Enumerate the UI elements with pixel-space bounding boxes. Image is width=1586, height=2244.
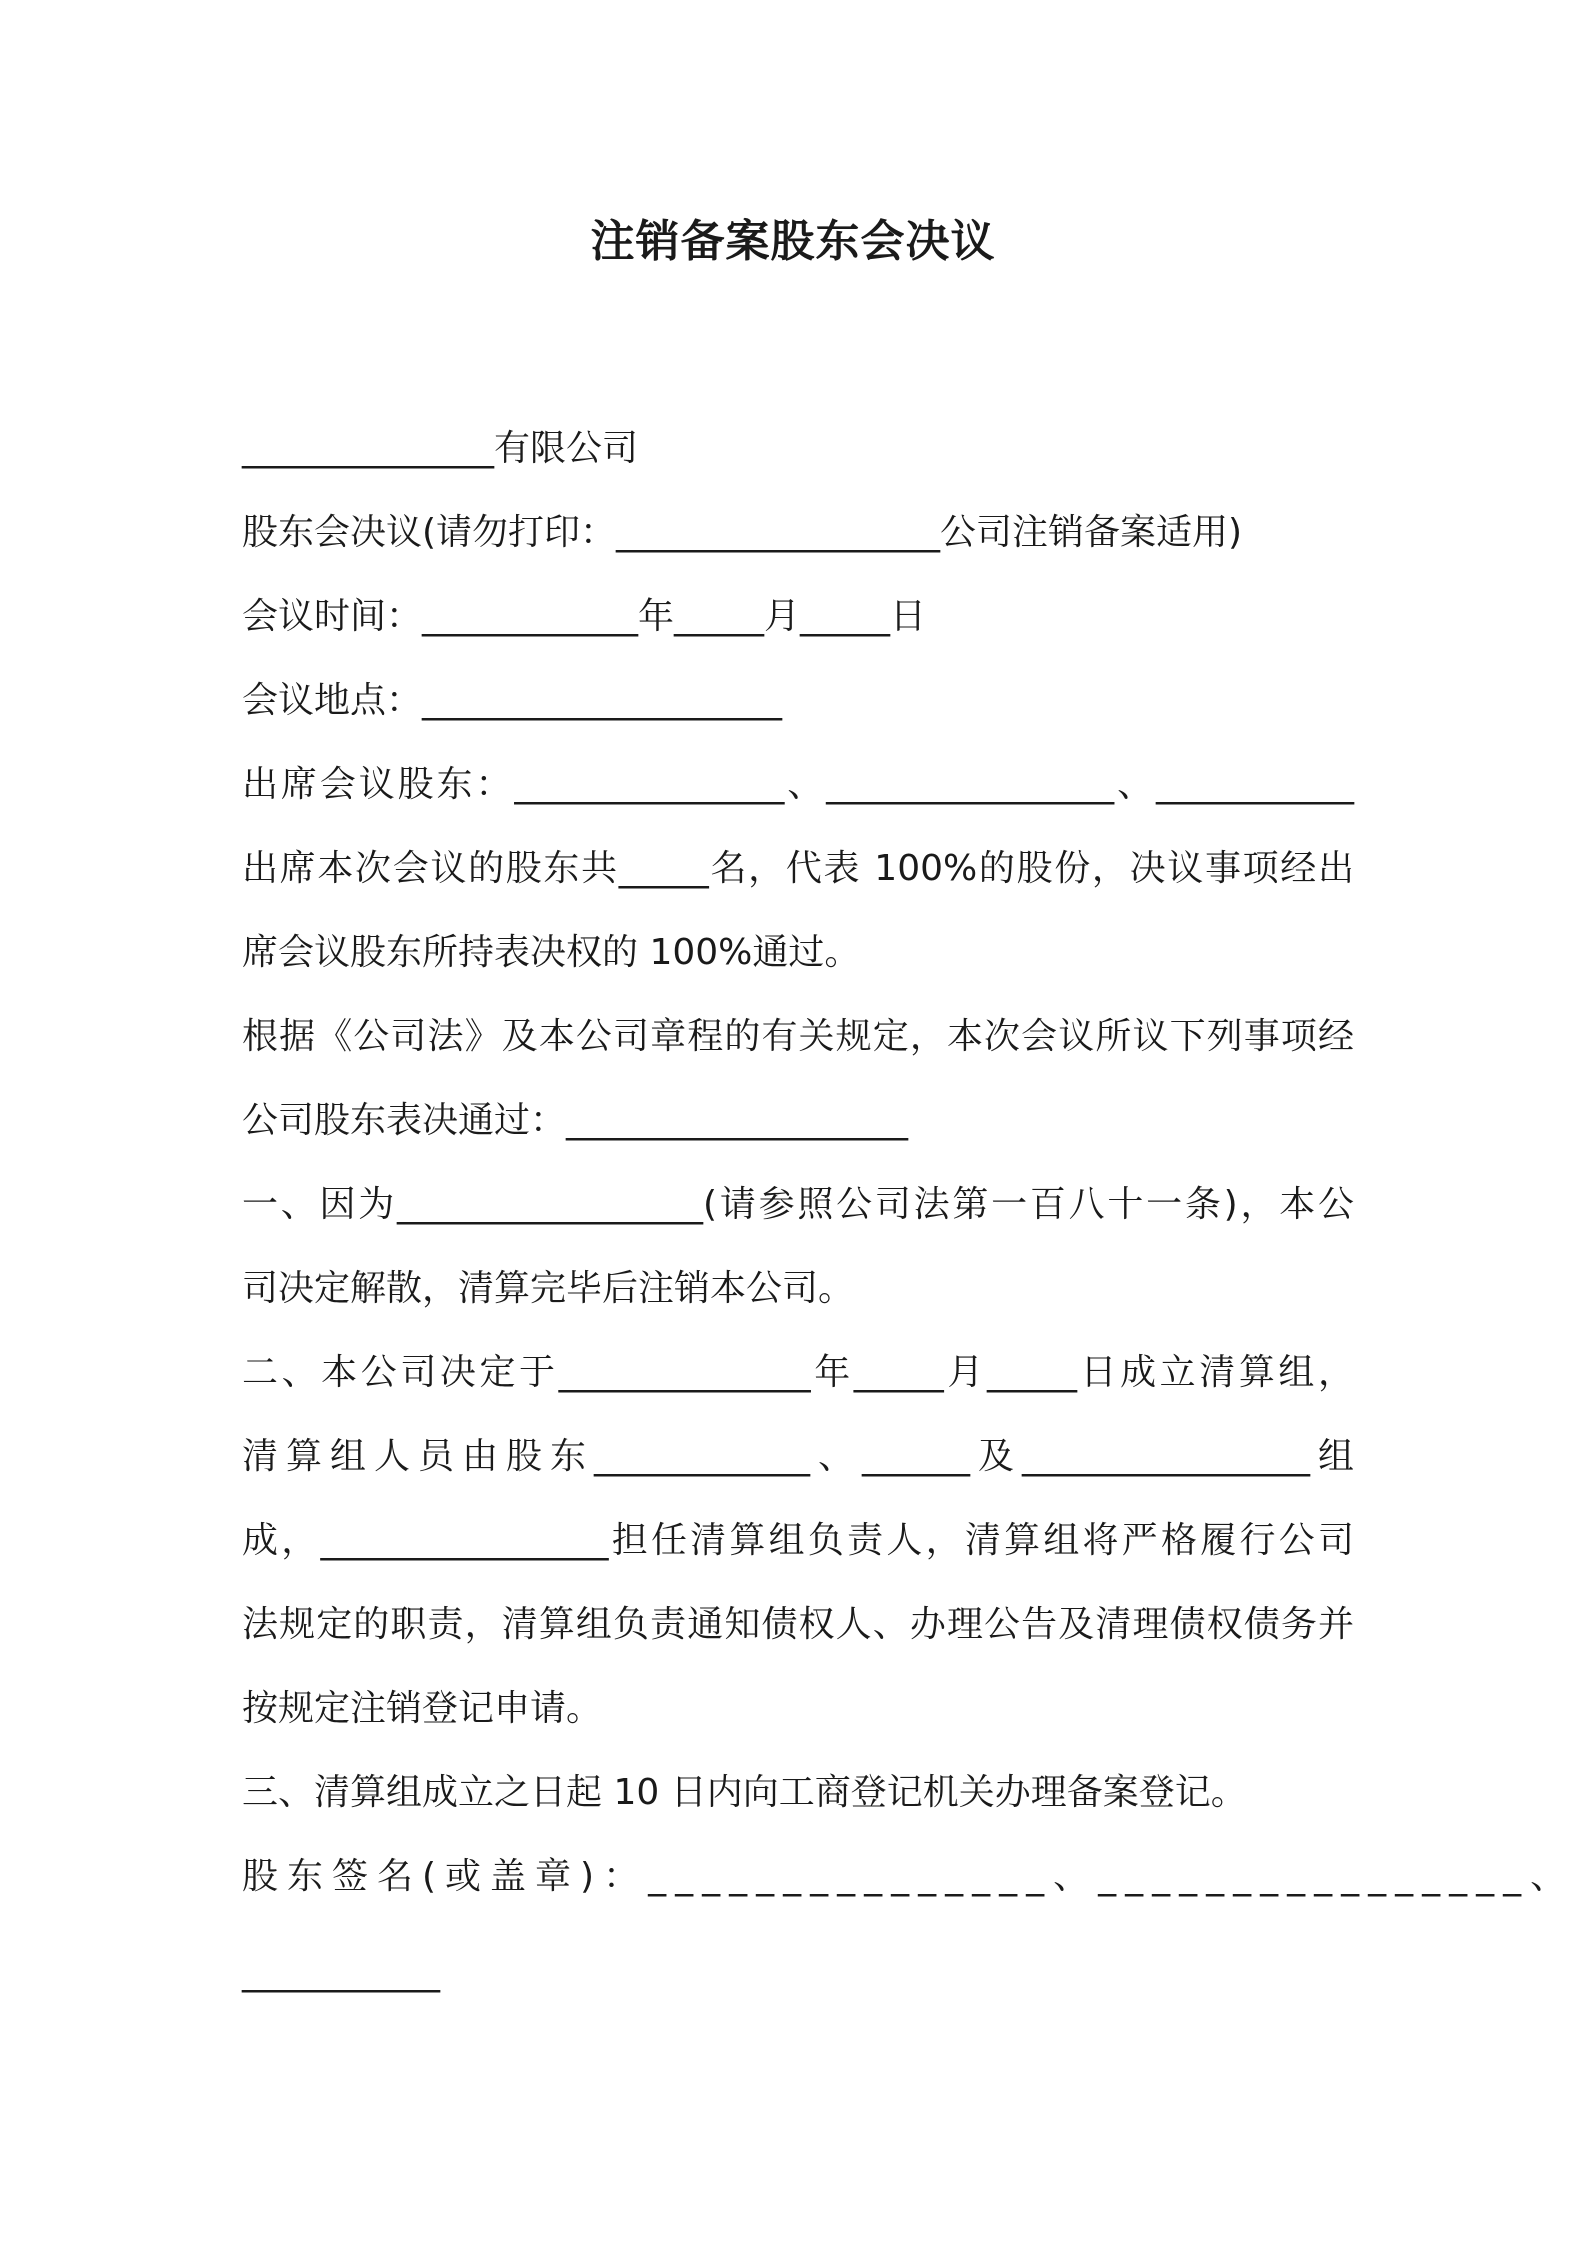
shareholder-signature-line: 股东签名(或盖章)：_______________、________________、 — [242, 1856, 1576, 1897]
company-name-line: ______________有限公司 — [242, 428, 639, 469]
item-one-line-2: 司决定解散，清算完毕后注销本公司。 — [242, 1268, 855, 1309]
item-two-line-2: 清算组人员由股东____________、______及________________组 — [242, 1436, 1354, 1477]
basis-paragraph-line-2: 公司股东表决通过：___________________ — [242, 1100, 909, 1141]
meeting-time-line: 会议时间：____________年_____月_____日 — [242, 596, 927, 637]
attending-shareholders-line: 出席会议股东：_______________、________________、___________ — [242, 764, 1354, 805]
item-three-line: 三、清算组成立之日起 10 日内向工商登记机关办理备案登记。 — [242, 1772, 1247, 1813]
basis-paragraph-line-1: 根据《公司法》及本公司章程的有关规定，本次会议所议下列事项经 — [242, 1016, 1354, 1057]
document-body — [242, 407, 1576, 2015]
item-one-line-1: 一、因为_________________(请参照公司法第一百八十一条)，本公 — [242, 1184, 1354, 1225]
meeting-place-line: 会议地点：____________________ — [242, 680, 783, 721]
resolution-heading-line: 股东会决议(请勿打印：__________________公司注销备案适用) — [242, 512, 1243, 553]
signature-blank-line: ___________ — [242, 1952, 440, 1993]
item-two-line-4: 法规定的职责，清算组负责通知债权人、办理公告及清理债权债务并 — [242, 1604, 1354, 1645]
document-title: 注销备案股东会决议 — [590, 216, 996, 267]
item-two-line-1: 二、本公司决定于______________年_____月_____日成立清算组， — [242, 1352, 1354, 1393]
attendance-paragraph-line-1: 出席本次会议的股东共_____名，代表 100%的股份，决议事项经出 — [242, 848, 1354, 889]
attendance-paragraph-line-2: 席会议股东所持表决权的 100%通过。 — [242, 932, 861, 973]
item-two-line-3: 成，________________担任清算组负责人，清算组将严格履行公司 — [242, 1520, 1354, 1561]
item-two-line-5: 按规定注销登记申请。 — [242, 1688, 603, 1729]
